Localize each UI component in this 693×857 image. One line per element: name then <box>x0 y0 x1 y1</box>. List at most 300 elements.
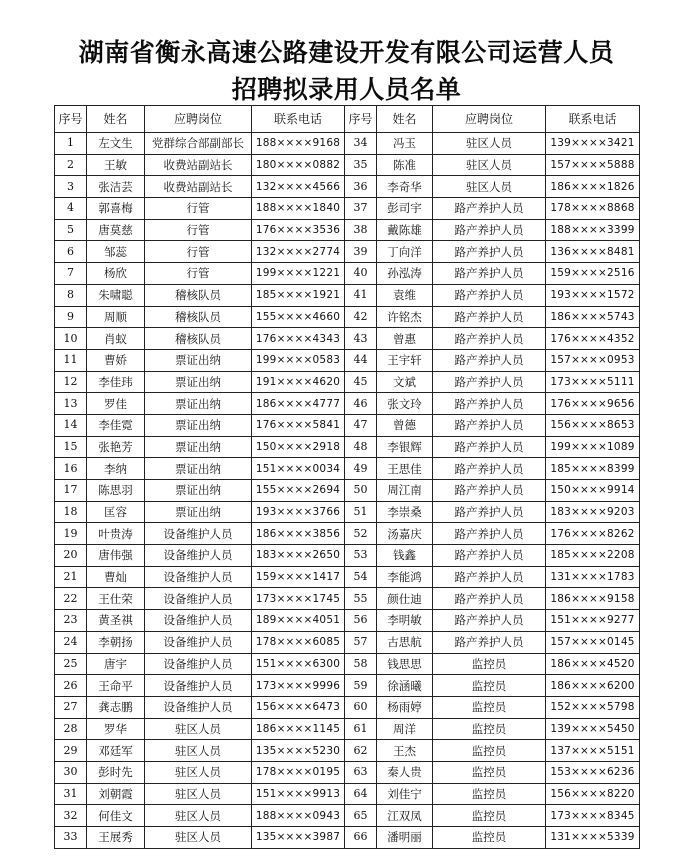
person-name: 周顺 <box>87 306 145 328</box>
person-name: 匡容 <box>87 501 145 523</box>
row-index: 53 <box>345 545 377 567</box>
phone: 132××××4566 <box>252 176 345 198</box>
position: 路产养护人员 <box>433 523 546 545</box>
person-name: 李银辉 <box>377 436 433 458</box>
table-row <box>55 154 640 176</box>
table-row <box>55 696 640 718</box>
person-name: 左文生 <box>87 133 145 155</box>
phone: 131××××1783 <box>546 566 640 588</box>
table-row <box>55 371 640 393</box>
position: 路产养护人员 <box>433 480 546 502</box>
person-name: 戴陈雄 <box>377 219 433 241</box>
row-index: 25 <box>55 653 87 675</box>
phone: 199××××1221 <box>252 263 345 285</box>
row-index: 16 <box>55 458 87 480</box>
position: 设备维护人员 <box>145 653 252 675</box>
phone: 185××××8399 <box>546 458 640 480</box>
person-name: 王敏 <box>87 154 145 176</box>
table-row <box>55 436 640 458</box>
position: 设备维护人员 <box>145 566 252 588</box>
position: 监控员 <box>433 718 546 740</box>
person-name: 徐涵曦 <box>377 675 433 697</box>
phone: 156××××6473 <box>252 696 345 718</box>
row-index: 40 <box>345 263 377 285</box>
phone: 151××××9913 <box>252 783 345 805</box>
row-index: 29 <box>55 740 87 762</box>
row-index: 48 <box>345 436 377 458</box>
phone: 135××××5230 <box>252 740 345 762</box>
person-name: 王展秀 <box>87 827 145 849</box>
header-name: 姓名 <box>87 106 145 133</box>
position: 驻区人员 <box>145 761 252 783</box>
position: 路产养护人员 <box>433 328 546 350</box>
phone: 176××××3536 <box>252 219 345 241</box>
position: 路产养护人员 <box>433 610 546 632</box>
row-index: 31 <box>55 783 87 805</box>
position: 票证出纳 <box>145 414 252 436</box>
position: 监控员 <box>433 653 546 675</box>
person-name: 潘明丽 <box>377 827 433 849</box>
phone: 188××××3399 <box>546 219 640 241</box>
position: 路产养护人员 <box>433 241 546 263</box>
phone: 131××××5339 <box>546 827 640 849</box>
person-name: 古思航 <box>377 631 433 653</box>
phone: 151××××0034 <box>252 458 345 480</box>
phone: 136××××8481 <box>546 241 640 263</box>
person-name: 秦人贵 <box>377 761 433 783</box>
row-index: 27 <box>55 696 87 718</box>
phone: 157××××5888 <box>546 154 640 176</box>
person-name: 杨欣 <box>87 263 145 285</box>
person-name: 李纳 <box>87 458 145 480</box>
person-name: 王宇轩 <box>377 349 433 371</box>
row-index: 18 <box>55 501 87 523</box>
row-index: 43 <box>345 328 377 350</box>
position: 党群综合部副部长 <box>145 133 252 155</box>
table-row <box>55 349 640 371</box>
row-index: 6 <box>55 241 87 263</box>
table-row <box>55 393 640 415</box>
row-index: 44 <box>345 349 377 371</box>
row-index: 57 <box>345 631 377 653</box>
row-index: 63 <box>345 761 377 783</box>
phone: 189××××4051 <box>252 610 345 632</box>
row-index: 45 <box>345 371 377 393</box>
phone: 188××××0943 <box>252 805 345 827</box>
position: 路产养护人员 <box>433 566 546 588</box>
row-index: 65 <box>345 805 377 827</box>
person-name: 陈思羽 <box>87 480 145 502</box>
position: 稽核队员 <box>145 306 252 328</box>
person-name: 袁维 <box>377 284 433 306</box>
row-index: 41 <box>345 284 377 306</box>
position: 路产养护人员 <box>433 349 546 371</box>
table-row <box>55 653 640 675</box>
header-index: 序号 <box>345 106 377 133</box>
phone: 155××××4660 <box>252 306 345 328</box>
phone: 178××××8868 <box>546 198 640 220</box>
row-index: 21 <box>55 566 87 588</box>
person-name: 江双凤 <box>377 805 433 827</box>
phone: 173××××8345 <box>546 805 640 827</box>
position: 设备维护人员 <box>145 631 252 653</box>
row-index: 50 <box>345 480 377 502</box>
row-index: 39 <box>345 241 377 263</box>
position: 收费站副站长 <box>145 176 252 198</box>
table-row <box>55 176 640 198</box>
phone: 151××××6300 <box>252 653 345 675</box>
table-row <box>55 241 640 263</box>
row-index: 1 <box>55 133 87 155</box>
phone: 156××××8220 <box>546 783 640 805</box>
table-row <box>55 523 640 545</box>
row-index: 7 <box>55 263 87 285</box>
phone: 176××××8262 <box>546 523 640 545</box>
table-row <box>55 414 640 436</box>
phone: 199××××0583 <box>252 349 345 371</box>
person-name: 李崇桑 <box>377 501 433 523</box>
position: 驻区人员 <box>433 154 546 176</box>
phone: 150××××2918 <box>252 436 345 458</box>
position: 票证出纳 <box>145 393 252 415</box>
person-name: 叶贵涛 <box>87 523 145 545</box>
phone: 193××××3766 <box>252 501 345 523</box>
position: 驻区人员 <box>145 783 252 805</box>
table-row <box>55 458 640 480</box>
phone: 152××××5798 <box>546 696 640 718</box>
table-row <box>55 566 640 588</box>
position: 路产养护人员 <box>433 393 546 415</box>
position: 路产养护人员 <box>433 501 546 523</box>
position: 行管 <box>145 219 252 241</box>
person-name: 龚志鹏 <box>87 696 145 718</box>
row-index: 51 <box>345 501 377 523</box>
position: 路产养护人员 <box>433 371 546 393</box>
position: 驻区人员 <box>433 176 546 198</box>
person-name: 罗佳 <box>87 393 145 415</box>
row-index: 46 <box>345 393 377 415</box>
phone: 173××××1745 <box>252 588 345 610</box>
row-index: 10 <box>55 328 87 350</box>
row-index: 36 <box>345 176 377 198</box>
phone: 186××××4520 <box>546 653 640 675</box>
person-name: 陈准 <box>377 154 433 176</box>
phone: 186××××1826 <box>546 176 640 198</box>
row-index: 2 <box>55 154 87 176</box>
person-name: 王仕荣 <box>87 588 145 610</box>
person-name: 朱啸聪 <box>87 284 145 306</box>
position: 监控员 <box>433 696 546 718</box>
row-index: 15 <box>55 436 87 458</box>
position: 路产养护人员 <box>433 458 546 480</box>
position: 驻区人员 <box>145 718 252 740</box>
position: 路产养护人员 <box>433 436 546 458</box>
row-index: 54 <box>345 566 377 588</box>
person-name: 周洋 <box>377 718 433 740</box>
phone: 188××××9168 <box>252 133 345 155</box>
table-row <box>55 783 640 805</box>
person-name: 周江南 <box>377 480 433 502</box>
phone: 150××××9914 <box>546 480 640 502</box>
phone: 186××××6200 <box>546 675 640 697</box>
phone: 185××××2208 <box>546 545 640 567</box>
row-index: 52 <box>345 523 377 545</box>
phone: 186××××3856 <box>252 523 345 545</box>
table-row <box>55 284 640 306</box>
person-name: 王杰 <box>377 740 433 762</box>
phone: 186××××1145 <box>252 718 345 740</box>
person-name: 唐伟强 <box>87 545 145 567</box>
person-name: 钱思思 <box>377 653 433 675</box>
phone: 153××××6236 <box>546 761 640 783</box>
person-name: 汤嘉庆 <box>377 523 433 545</box>
phone: 173××××9996 <box>252 675 345 697</box>
table-row <box>55 219 640 241</box>
position: 驻区人员 <box>433 133 546 155</box>
header-phone: 联系电话 <box>546 106 640 133</box>
row-index: 34 <box>345 133 377 155</box>
header-position: 应聘岗位 <box>145 106 252 133</box>
phone: 159××××1417 <box>252 566 345 588</box>
position: 监控员 <box>433 827 546 849</box>
phone: 157××××0953 <box>546 349 640 371</box>
phone: 180××××0882 <box>252 154 345 176</box>
table-row <box>55 545 640 567</box>
row-index: 14 <box>55 414 87 436</box>
person-name: 曾惠 <box>377 328 433 350</box>
table-row <box>55 827 640 849</box>
position: 票证出纳 <box>145 349 252 371</box>
phone: 185××××1921 <box>252 284 345 306</box>
position: 路产养护人员 <box>433 284 546 306</box>
document-title-line-1: 湖南省衡永高速公路建设开发有限公司运营人员 <box>78 38 615 67</box>
person-name: 彭时先 <box>87 761 145 783</box>
table-row <box>55 718 640 740</box>
row-index: 66 <box>345 827 377 849</box>
table-row <box>55 480 640 502</box>
phone: 176××××9656 <box>546 393 640 415</box>
position: 行管 <box>145 263 252 285</box>
person-name: 肖蚁 <box>87 328 145 350</box>
person-name: 刘朝霞 <box>87 783 145 805</box>
position: 监控员 <box>433 740 546 762</box>
person-name: 曾德 <box>377 414 433 436</box>
person-name: 王命平 <box>87 675 145 697</box>
person-name: 曹灿 <box>87 566 145 588</box>
person-name: 孙泓涛 <box>377 263 433 285</box>
person-name: 张文玲 <box>377 393 433 415</box>
phone: 178××××6085 <box>252 631 345 653</box>
table-row <box>55 133 640 155</box>
phone: 183××××2650 <box>252 545 345 567</box>
person-name: 李奇华 <box>377 176 433 198</box>
phone: 135××××3987 <box>252 827 345 849</box>
table-row <box>55 631 640 653</box>
row-index: 17 <box>55 480 87 502</box>
person-name: 丁向洋 <box>377 241 433 263</box>
person-name: 唐宇 <box>87 653 145 675</box>
row-index: 8 <box>55 284 87 306</box>
position: 驻区人员 <box>145 805 252 827</box>
row-index: 13 <box>55 393 87 415</box>
person-name: 张洁芸 <box>87 176 145 198</box>
position: 票证出纳 <box>145 458 252 480</box>
row-index: 3 <box>55 176 87 198</box>
table-row <box>55 740 640 762</box>
position: 设备维护人员 <box>145 610 252 632</box>
position: 路产养护人员 <box>433 414 546 436</box>
person-name: 唐莫慈 <box>87 219 145 241</box>
phone: 178××××0195 <box>252 761 345 783</box>
person-name: 邓廷军 <box>87 740 145 762</box>
phone: 199××××1089 <box>546 436 640 458</box>
row-index: 4 <box>55 198 87 220</box>
row-index: 35 <box>345 154 377 176</box>
position: 票证出纳 <box>145 436 252 458</box>
person-name: 罗华 <box>87 718 145 740</box>
person-name: 黄圣祺 <box>87 610 145 632</box>
header-phone: 联系电话 <box>252 106 345 133</box>
phone: 139××××3421 <box>546 133 640 155</box>
person-name: 何佳文 <box>87 805 145 827</box>
person-name: 颜仕迪 <box>377 588 433 610</box>
position: 行管 <box>145 241 252 263</box>
table-row <box>55 761 640 783</box>
position: 监控员 <box>433 761 546 783</box>
person-name: 王思佳 <box>377 458 433 480</box>
position: 行管 <box>145 198 252 220</box>
position: 稽核队员 <box>145 284 252 306</box>
position: 驻区人员 <box>145 740 252 762</box>
row-index: 32 <box>55 805 87 827</box>
person-name: 李佳玮 <box>87 371 145 393</box>
row-index: 62 <box>345 740 377 762</box>
row-index: 12 <box>55 371 87 393</box>
header-name: 姓名 <box>377 106 433 133</box>
person-name: 杨雨婷 <box>377 696 433 718</box>
position: 路产养护人员 <box>433 263 546 285</box>
phone: 157××××0145 <box>546 631 640 653</box>
table-row <box>55 610 640 632</box>
row-index: 37 <box>345 198 377 220</box>
header-index: 序号 <box>55 106 87 133</box>
person-name: 张艳芳 <box>87 436 145 458</box>
document-title-line-2: 招聘拟录用人员名单 <box>231 75 462 104</box>
table-row <box>55 263 640 285</box>
person-name: 许铭杰 <box>377 306 433 328</box>
phone: 186××××5743 <box>546 306 640 328</box>
person-name: 李佳霓 <box>87 414 145 436</box>
person-name: 郭喜梅 <box>87 198 145 220</box>
position: 路产养护人员 <box>433 198 546 220</box>
row-index: 22 <box>55 588 87 610</box>
row-index: 56 <box>345 610 377 632</box>
phone: 156××××8653 <box>546 414 640 436</box>
row-index: 42 <box>345 306 377 328</box>
position: 设备维护人员 <box>145 696 252 718</box>
table-row <box>55 501 640 523</box>
row-index: 33 <box>55 827 87 849</box>
position: 监控员 <box>433 675 546 697</box>
phone: 176××××5841 <box>252 414 345 436</box>
person-name: 刘佳宁 <box>377 783 433 805</box>
row-index: 49 <box>345 458 377 480</box>
position: 票证出纳 <box>145 501 252 523</box>
row-index: 59 <box>345 675 377 697</box>
person-name: 曹娇 <box>87 349 145 371</box>
row-index: 11 <box>55 349 87 371</box>
phone: 186××××9158 <box>546 588 640 610</box>
position: 收费站副站长 <box>145 154 252 176</box>
position: 路产养护人员 <box>433 306 546 328</box>
position: 路产养护人员 <box>433 631 546 653</box>
table-row <box>55 805 640 827</box>
position: 设备维护人员 <box>145 675 252 697</box>
person-name: 李能鸿 <box>377 566 433 588</box>
personnel-table <box>54 105 640 849</box>
person-name: 彭司宇 <box>377 198 433 220</box>
row-index: 9 <box>55 306 87 328</box>
table-body <box>55 133 640 849</box>
phone: 176××××4352 <box>546 328 640 350</box>
row-index: 58 <box>345 653 377 675</box>
position: 监控员 <box>433 805 546 827</box>
row-index: 26 <box>55 675 87 697</box>
row-index: 19 <box>55 523 87 545</box>
person-name: 李朝扬 <box>87 631 145 653</box>
position: 监控员 <box>433 783 546 805</box>
row-index: 47 <box>345 414 377 436</box>
table-row <box>55 198 640 220</box>
phone: 191××××4620 <box>252 371 345 393</box>
phone: 155××××2694 <box>252 480 345 502</box>
phone: 186××××4777 <box>252 393 345 415</box>
row-index: 55 <box>345 588 377 610</box>
phone: 137××××5151 <box>546 740 640 762</box>
position: 路产养护人员 <box>433 219 546 241</box>
position: 设备维护人员 <box>145 588 252 610</box>
position: 设备维护人员 <box>145 545 252 567</box>
person-name: 冯玉 <box>377 133 433 155</box>
position: 票证出纳 <box>145 480 252 502</box>
table-row <box>55 588 640 610</box>
table-row <box>55 675 640 697</box>
person-name: 邹蕊 <box>87 241 145 263</box>
phone: 139××××5450 <box>546 718 640 740</box>
position: 稽核队员 <box>145 328 252 350</box>
header-position: 应聘岗位 <box>433 106 546 133</box>
row-index: 64 <box>345 783 377 805</box>
row-index: 28 <box>55 718 87 740</box>
row-index: 38 <box>345 219 377 241</box>
row-index: 20 <box>55 545 87 567</box>
phone: 176××××4343 <box>252 328 345 350</box>
row-index: 24 <box>55 631 87 653</box>
row-index: 23 <box>55 610 87 632</box>
row-index: 61 <box>345 718 377 740</box>
phone: 173××××5111 <box>546 371 640 393</box>
phone: 132××××2774 <box>252 241 345 263</box>
position: 设备维护人员 <box>145 523 252 545</box>
table-header-row <box>55 106 640 133</box>
phone: 159××××2516 <box>546 263 640 285</box>
row-index: 60 <box>345 696 377 718</box>
position: 路产养护人员 <box>433 545 546 567</box>
table-row <box>55 306 640 328</box>
position: 驻区人员 <box>145 827 252 849</box>
phone: 193××××1572 <box>546 284 640 306</box>
position: 票证出纳 <box>145 371 252 393</box>
